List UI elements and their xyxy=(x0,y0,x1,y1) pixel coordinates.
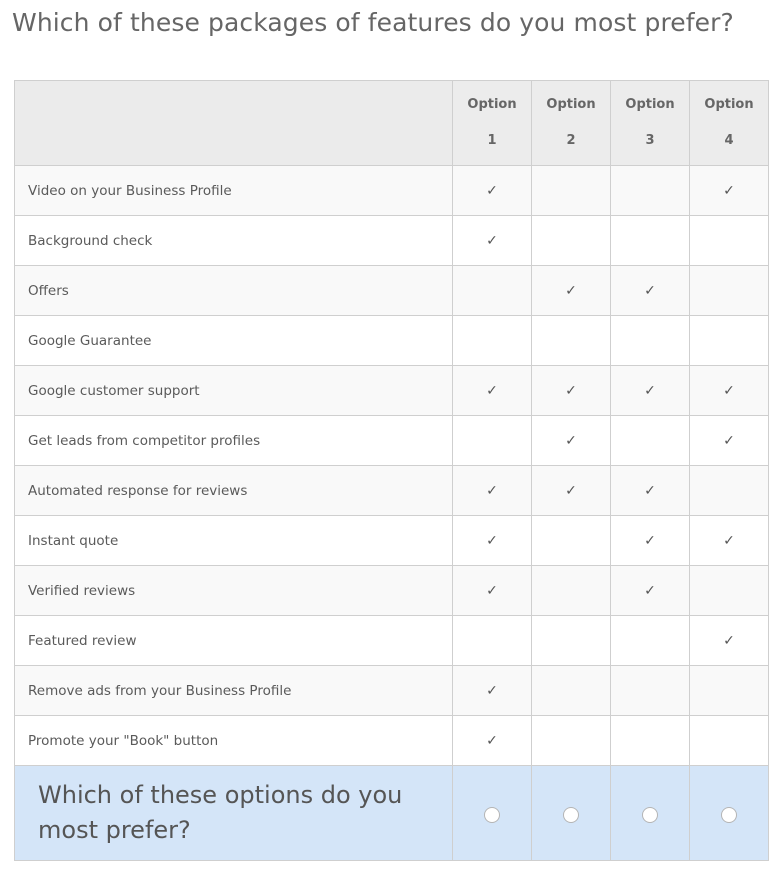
option-4-radio[interactable] xyxy=(721,807,737,823)
checkmark-icon: ✓ xyxy=(723,182,735,199)
feature-label: Google Guarantee xyxy=(15,316,453,366)
option-2-radio[interactable] xyxy=(563,807,579,823)
option-1-header: Option 1 xyxy=(453,81,532,166)
option-3-cell xyxy=(611,516,690,566)
feature-label: Featured review xyxy=(15,616,453,666)
header-blank-cell xyxy=(15,81,453,166)
option-1-cell xyxy=(453,416,532,466)
option-2-cell xyxy=(532,166,611,216)
option-1-cell xyxy=(453,366,532,416)
option-4-radio-cell xyxy=(690,766,769,861)
option-3-cell xyxy=(611,466,690,516)
table-row xyxy=(15,266,769,316)
option-1-cell xyxy=(453,716,532,766)
option-4-cell xyxy=(690,716,769,766)
feature-label: Instant quote xyxy=(15,516,453,566)
table-row xyxy=(15,716,769,766)
option-2-cell xyxy=(532,616,611,666)
option-2-cell xyxy=(532,216,611,266)
feature-label: Background check xyxy=(15,216,453,266)
question-title: Which of these packages of features do you most prefer? xyxy=(12,8,734,37)
option-3-header: Option 3 xyxy=(611,81,690,166)
feature-label: Verified reviews xyxy=(15,566,453,616)
checkmark-icon: ✓ xyxy=(644,532,656,549)
table-row xyxy=(15,216,769,266)
feature-comparison-table xyxy=(14,80,769,861)
checkmark-icon: ✓ xyxy=(486,382,498,399)
checkmark-icon: ✓ xyxy=(565,482,577,499)
checkmark-icon: ✓ xyxy=(486,232,498,249)
feature-label: Automated response for reviews xyxy=(15,466,453,516)
checkmark-icon: ✓ xyxy=(486,532,498,549)
checkmark-icon: ✓ xyxy=(723,632,735,649)
table-row xyxy=(15,416,769,466)
option-2-cell xyxy=(532,366,611,416)
table-row xyxy=(15,366,769,416)
option-4-header: Option 4 xyxy=(690,81,769,166)
checkmark-icon: ✓ xyxy=(644,282,656,299)
option-3-cell xyxy=(611,716,690,766)
checkmark-icon: ✓ xyxy=(644,482,656,499)
feature-label: Promote your "Book" button xyxy=(15,716,453,766)
option-1-cell xyxy=(453,216,532,266)
option-1-cell xyxy=(453,616,532,666)
option-1-cell xyxy=(453,666,532,716)
option-4-cell xyxy=(690,666,769,716)
option-3-cell xyxy=(611,416,690,466)
table-header-row xyxy=(15,81,769,166)
checkmark-icon: ✓ xyxy=(644,382,656,399)
option-3-cell xyxy=(611,266,690,316)
option-3-cell xyxy=(611,166,690,216)
option-2-cell xyxy=(532,466,611,516)
option-2-cell xyxy=(532,266,611,316)
option-4-cell xyxy=(690,516,769,566)
table-row xyxy=(15,316,769,366)
checkmark-icon: ✓ xyxy=(644,582,656,599)
option-4-cell xyxy=(690,566,769,616)
option-4-cell xyxy=(690,616,769,666)
choice-row xyxy=(15,766,769,861)
option-1-cell xyxy=(453,266,532,316)
feature-label: Google customer support xyxy=(15,366,453,416)
option-1-cell xyxy=(453,466,532,516)
table-row xyxy=(15,566,769,616)
option-3-cell xyxy=(611,666,690,716)
option-1-cell xyxy=(453,316,532,366)
table-row xyxy=(15,166,769,216)
option-4-cell xyxy=(690,466,769,516)
option-3-cell xyxy=(611,366,690,416)
option-4-cell xyxy=(690,416,769,466)
checkmark-icon: ✓ xyxy=(723,382,735,399)
table-row xyxy=(15,616,769,666)
feature-label: Video on your Business Profile xyxy=(15,166,453,216)
option-4-cell xyxy=(690,166,769,216)
checkmark-icon: ✓ xyxy=(723,432,735,449)
checkmark-icon: ✓ xyxy=(486,482,498,499)
choice-prompt: Which of these options do you most prefer? xyxy=(15,766,453,861)
option-1-cell xyxy=(453,516,532,566)
option-1-cell xyxy=(453,166,532,216)
option-3-radio[interactable] xyxy=(642,807,658,823)
option-2-cell xyxy=(532,716,611,766)
option-3-cell xyxy=(611,216,690,266)
option-3-cell xyxy=(611,616,690,666)
option-2-header: Option 2 xyxy=(532,81,611,166)
checkmark-icon: ✓ xyxy=(486,182,498,199)
feature-label: Get leads from competitor profiles xyxy=(15,416,453,466)
checkmark-icon: ✓ xyxy=(486,732,498,749)
option-3-cell xyxy=(611,566,690,616)
option-2-radio-cell xyxy=(532,766,611,861)
table-row xyxy=(15,466,769,516)
option-2-cell xyxy=(532,516,611,566)
checkmark-icon: ✓ xyxy=(486,682,498,699)
checkmark-icon: ✓ xyxy=(565,282,577,299)
option-4-cell xyxy=(690,266,769,316)
option-4-cell xyxy=(690,316,769,366)
option-3-cell xyxy=(611,316,690,366)
option-1-radio[interactable] xyxy=(484,807,500,823)
option-2-cell xyxy=(532,416,611,466)
option-1-cell xyxy=(453,566,532,616)
option-2-cell xyxy=(532,566,611,616)
checkmark-icon: ✓ xyxy=(486,582,498,599)
checkmark-icon: ✓ xyxy=(723,532,735,549)
option-1-radio-cell xyxy=(453,766,532,861)
feature-label: Remove ads from your Business Profile xyxy=(15,666,453,716)
checkmark-icon: ✓ xyxy=(565,382,577,399)
feature-label: Offers xyxy=(15,266,453,316)
table-row xyxy=(15,666,769,716)
option-2-cell xyxy=(532,666,611,716)
checkmark-icon: ✓ xyxy=(565,432,577,449)
option-3-radio-cell xyxy=(611,766,690,861)
option-4-cell xyxy=(690,366,769,416)
option-2-cell xyxy=(532,316,611,366)
option-4-cell xyxy=(690,216,769,266)
table-row xyxy=(15,516,769,566)
